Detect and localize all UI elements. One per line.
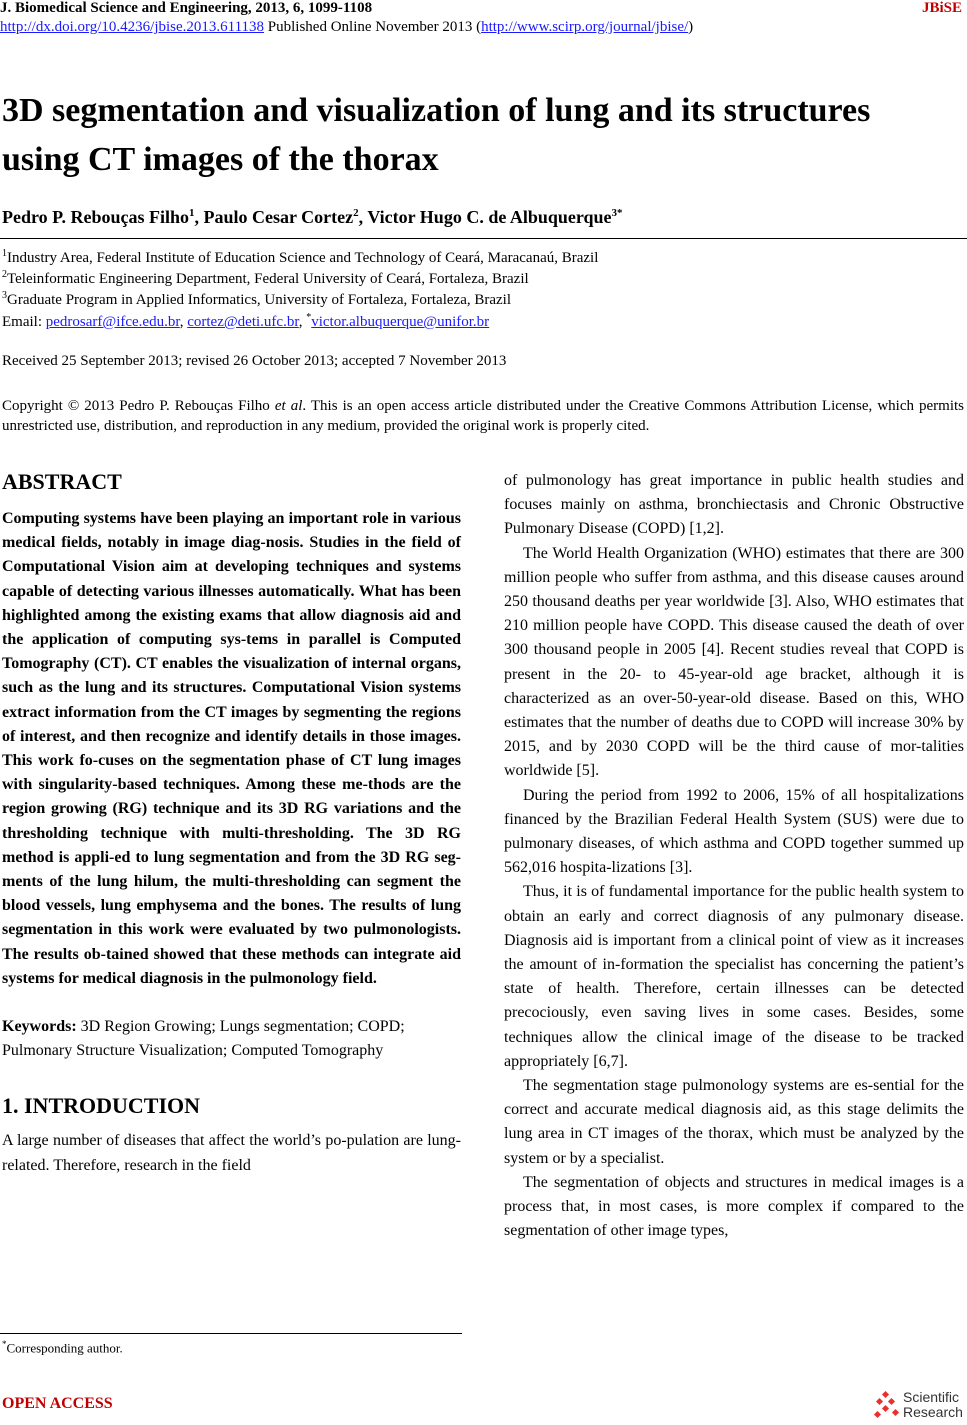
open-access-label: OPEN ACCESS (2, 1395, 113, 1412)
keywords (2, 1015, 461, 1063)
affiliation-1 (2, 248, 598, 267)
journal-url-link[interactable]: http://www.scirp.org/journal/jbise/ (481, 19, 689, 35)
published-text: Published Online November 2013 ( (264, 19, 482, 35)
copyright-pre: Copyright © 2013 Pedro P. Rebouças Filho (2, 398, 275, 414)
left-column (2, 467, 461, 1178)
footnote (2, 1339, 123, 1356)
body-paragraph: The World Health Organization (WHO) estimates that there are 300 million people who suffer from asthma, and this disease causes around 250 thousand deaths per year worldwide [3]. Also, WHO estimates that 210 million people have COPD. This disease caused the death of over 300 thousand people in 2005 [4]. Recent studies reveal that COPD is present in the 20- to 45-year-old age bracket, although it is characterized as an over-50-year-old disease. Based on this, WHO estimates that the number of deaths due to COPD will increase 30% by 2015, and by 2030 COPD will be the third cause of mor-talities worldwide [5]. (504, 544, 964, 780)
affiliation-text: Teleinformatic Engineering Department, Federal University of Ceará, Fortaleza, Brazil (7, 271, 529, 287)
body-paragraph: of pulmonology has great importance in public health studies and focuses mainly on asthma, bronchiectasis and Chronic Obstructive Pulmonary Disease (COPD) [1,2]. (504, 472, 964, 538)
author-sep: , (194, 207, 204, 227)
close-paren: ) (688, 19, 694, 35)
header-divider (0, 238, 967, 239)
author-3-affil: 3* (611, 207, 623, 219)
email-sep: , (298, 314, 307, 330)
author-list (2, 207, 623, 228)
author-1: Pedro P. Rebouças Filho (2, 207, 190, 227)
corresponding-star: * (306, 312, 312, 323)
body-paragraph: During the period from 1992 to 2006, 15% of all hospitalizations financed by the Brazilian Federal Health System (SUS) were due to pulmonary diseases, of which asthma and COPD together summed up 562,016 hospita-lizations [3]. (504, 786, 964, 877)
body-paragraph: The segmentation of objects and structures in medical images is a process that, in most cases, is more complex if compared to the segmentation of other image types, (504, 1173, 964, 1240)
affiliation-number: 3 (2, 290, 7, 301)
affiliation-text: Graduate Program in Applied Informatics, University of Fortaleza, Fortaleza, Brazil (7, 292, 512, 308)
email-label: Email: (2, 314, 46, 330)
email-line (2, 312, 489, 331)
abstract-heading: ABSTRACT (2, 469, 122, 494)
email-link-1[interactable]: pedrosarf@ifce.edu.br (45, 314, 180, 330)
footnote-star: * (2, 1339, 7, 1349)
author-2-affil: 2 (353, 207, 359, 219)
affiliation-number: 1 (2, 248, 7, 259)
section-heading-introduction: 1. INTRODUCTION (2, 1093, 201, 1119)
author-1-affil: 1 (189, 207, 195, 219)
intro-paragraph: A large number of diseases that affect the world’s po-pulation are lung-related. Therefore, research in the field (2, 1132, 461, 1174)
paper-title: 3D segmentation and visualization of lung and its structures using CT images of the thorax (2, 92, 871, 178)
abstract-text: Computing systems have been playing an important role in various medical fields, notably in image diag-nosis. Studies in the field of Computational Vision aim at developing techniques and systems capable of detecting various illnesses automatically. What has been highlighted among the existing exams that allow diagnosis aid and the application of computing sys-tems in parallel is Computed Tomography (CT). CT enables the visualization of internal organs, such as the lung and its structures. Computational Vision systems extract information from the CT images by segmenting the regions of interest, and then recognize and identify details in those images. This work fo-cuses on the segmentation phase of CT lung images with singularity-based techniques. Among these me-thods are the region growing (RG) technique and its 3D RG variations and the thresholding technique with multi-thresholding. The 3D RG method is appli-ed to lung segmentation and from the 3D RG seg-ments of the lung hilum, the multi-thresholding can segment the blood vessels, lung emphysema and the bones. The results of lung segmentation in this work were evaluated by two pulmonologists. The results ob-tained showed that these methods can integrate aid systems for medical diagnosis in the pulmonology field. (2, 510, 461, 987)
author-2: Paulo Cesar Cortez (203, 207, 354, 227)
author-sep: , (358, 207, 368, 227)
footnote-text: Corresponding author. (6, 1340, 123, 1356)
running-header (0, 0, 967, 17)
copyright-notice (2, 396, 964, 436)
email-link-2[interactable]: cortez@deti.ufc.br (187, 314, 299, 330)
logo-line-1: Scientific (903, 1389, 960, 1405)
journal-citation: J. Biomedical Science and Engineering, 2013, 6, 1099-1108 (0, 0, 373, 16)
doi-link[interactable]: http://dx.doi.org/10.4236/jbise.2013.611138 (0, 19, 265, 35)
body-paragraph: The segmentation stage pulmonology systems are es-sential for the correct and accurate medical diagnosis aid, as this stage delimits the lung area in CT images of the thorax, which must be analyzed by the system or by a specialist. (504, 1077, 964, 1167)
body-paragraph: Thus, it is of fundamental importance for the public health system to obtain an early and correct diagnosis of any pulmonary disease. Diagnosis aid is important from a clinical point of view as it increases the amount of in-formation the specialist has concerning the patient’s state of health. Therefore, certain illnesses can be detected precociously, even saving lives in some cases. Besides, some techniques allow the clinical image of the disease to be tracked appropriately [6,7]. (504, 883, 964, 1070)
logo-line-2: Research (903, 1404, 963, 1420)
keywords-label: Keywords: (2, 1018, 77, 1036)
affiliation-3 (2, 290, 511, 309)
copyright-etal: et al (274, 398, 303, 414)
received-dates: Received 25 September 2013; revised 26 October 2013; accepted 7 November 2013 (2, 353, 507, 369)
logo-mark-icon (873, 1390, 901, 1420)
affiliation-2 (2, 269, 529, 288)
logo-text (903, 1390, 963, 1420)
author-3: Victor Hugo C. de Albuquerque (367, 207, 612, 227)
keywords-text: 3D Region Growing; Lungs segmentation; COPD; Pulmonary Structure Visualization; Computed Tomography (2, 1018, 405, 1060)
doi-line (0, 19, 693, 36)
email-link-3[interactable]: victor.albuquerque@unifor.br (311, 314, 490, 330)
affiliation-number: 2 (2, 269, 7, 280)
copyright-post: . This is an open access article distributed under the Creative Commons Attribution License, which permits unrestricted use, distribution, and reproduction in any medium, provided the original work is properly cited. (2, 398, 965, 434)
footnote-divider (0, 1333, 462, 1334)
journal-abbrev: JBiSE (921, 0, 962, 16)
scientific-research-logo (873, 1390, 965, 1422)
affiliation-text: Industry Area, Federal Institute of Education Science and Technology of Ceará, Maracanaú, Brazil (7, 250, 599, 266)
right-column (504, 469, 964, 1244)
email-sep: , (179, 314, 188, 330)
